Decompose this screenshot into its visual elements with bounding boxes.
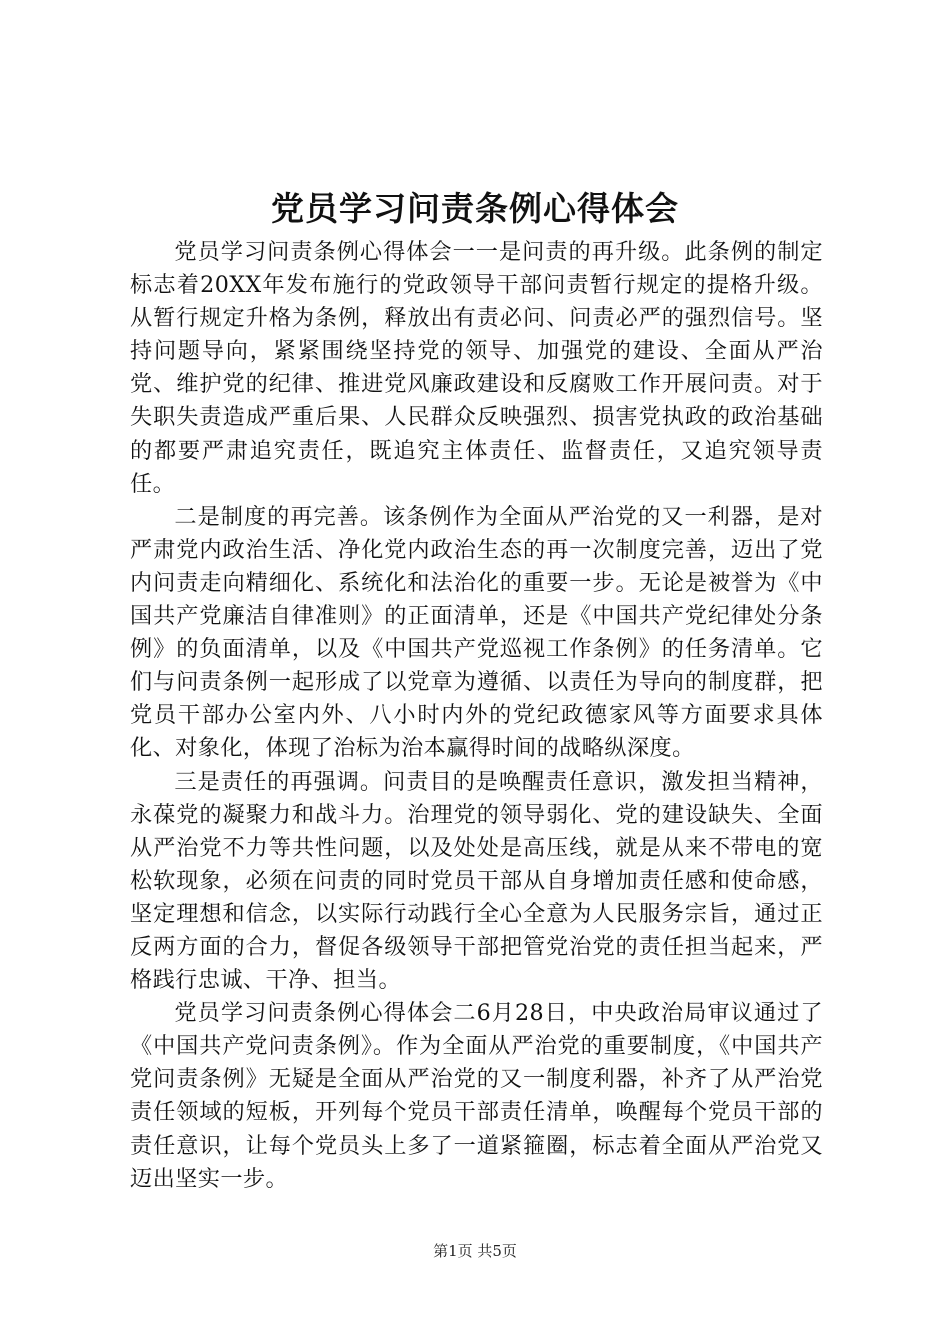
paragraph-4: 党员学习问责条例心得体会二6月28日，中央政治局审议通过了《中国共产党问责条例》。作为全面从严治党的重要制度，《中国共产党问责条例》无疑是全面从严治党的又一制度利器，补齐了从严治党责任领域的短板，开列每个党员干部责任清单，唤醒每个党员干部的责任意识，让每个党员头上多了一道紧箍圈，标志着全面从严治党又迈出坚实一步。 (130, 1000, 823, 1192)
document-title: 党员学习问责条例心得体会 (271, 189, 679, 228)
document-body (130, 236, 823, 1196)
paragraph-2: 二是制度的再完善。该条例作为全面从严治党的又一利器，是对严肃党内政治生活、净化党内政治生态的再一次制度完善，迈出了党内问责走向精细化、系统化和法治化的重要一步。无论是被誉为《中国共产党廉洁自律准则》的正面清单，还是《中国共产党纪律处分条例》的负面清单，以及《中国共产党巡视工作条例》的任务清单。它们与问责条例一起形成了以党章为遵循、以责任为导向的制度群，把党员干部办公室内外、八小时内外的党纪政德家风等方面要求具体化、对象化，体现了治标为治本赢得时间的战略纵深度。 (130, 503, 823, 762)
page-number-footer: 第1页 共5页 (433, 1242, 517, 1260)
paragraph-3: 三是责任的再强调。问责目的是唤醒责任意识，激发担当精神，永葆党的凝聚力和战斗力。治理党的领导弱化、党的建设缺失、全面从严治党不力等共性问题，以及处处是高压线，就是从来不带电的宽松软现象，必须在问责的同时党员干部从自身增加责任感和使命感，坚定理想和信念，以实际行动践行全心全意为人民服务宗旨，通过正反两方面的合力，督促各级领导干部把管党治党的责任担当起来，严格践行忠诚、干净、担当。 (130, 768, 823, 994)
paragraph-1: 党员学习问责条例心得体会一一是问责的再升级。此条例的制定标志着20XX年发布施行的党政领导干部问责暂行规定的提格升级。从暂行规定升格为条例，释放出有责必问、问责必严的强烈信号。坚持问题导向，紧紧围绕坚持党的领导、加强党的建设、全面从严治党、维护党的纪律、推进党风廉政建设和反腐败工作开展问责。对于失职失责造成严重后果、人民群众反映强烈、损害党执政的政治基础的都要严肃追究责任，既追究主体责任、监督责任，又追究领导责任。 (130, 239, 823, 497)
